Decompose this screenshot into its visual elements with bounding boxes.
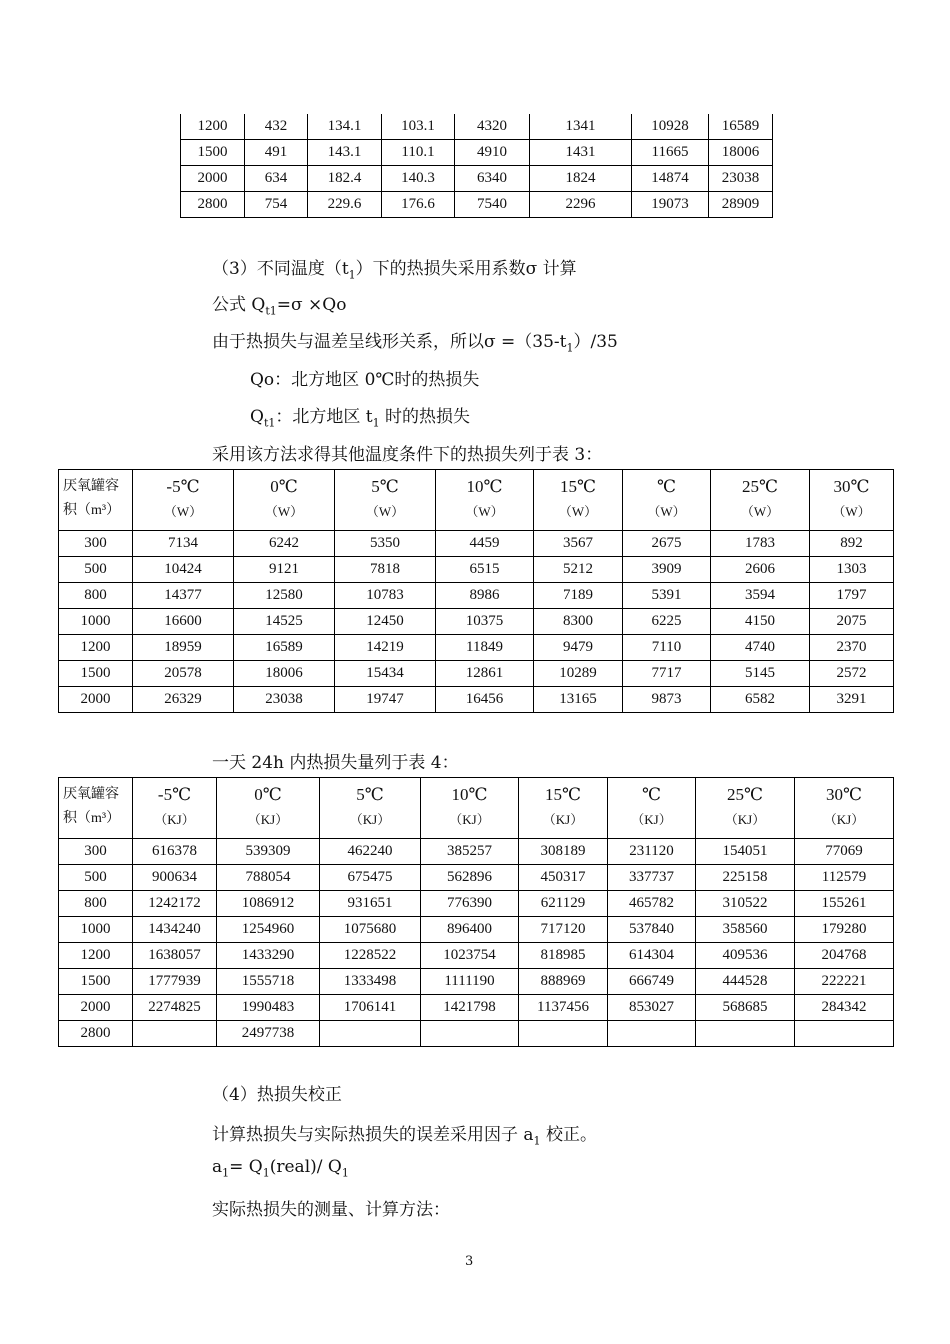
table-4-intro: 一天 24h 内热损失量列于表 4： [212,753,459,773]
cell: 5145 [711,661,810,687]
cell: 77069 [795,839,894,865]
cell: 204768 [795,943,894,969]
unit-label: （W） [465,504,504,519]
a1-formula: $a_1=$ $Q_1(real)/$ $Q_1$ [212,1157,349,1180]
cell: 229.6 [308,192,382,218]
cell: 179280 [795,917,894,943]
table-row [59,1021,894,1047]
temperature-header [320,778,421,839]
cell: 2800 [59,1021,133,1047]
cell: 2370 [810,635,894,661]
cell: 5212 [534,557,623,583]
header-line: 积（m³） [63,503,121,518]
unit-label: （KJ） [349,812,391,827]
qo-definition: Qo：北方地区 0℃时的热损失 [250,370,480,390]
cell: 4150 [711,609,810,635]
cell: 337737 [608,865,696,891]
temperature-label: 10℃ [451,785,488,804]
cell: 18006 [709,140,773,166]
cell: 26329 [133,687,234,713]
cell: 140.3 [382,166,455,192]
cell: 1111190 [421,969,519,995]
cell: 385257 [421,839,519,865]
cell: 1706141 [320,995,421,1021]
cell [320,1021,421,1047]
cell: 818985 [519,943,608,969]
cell: 14525 [234,609,335,635]
cell: 6340 [455,166,530,192]
unit-label: （KJ） [724,812,766,827]
cell: 896400 [421,917,519,943]
temperature-header [795,778,894,839]
cell: 19073 [632,192,709,218]
cell: 7110 [623,635,711,661]
cell: 2675 [623,531,711,557]
cell: 2497738 [217,1021,320,1047]
cell: 5391 [623,583,711,609]
cell: 1500 [181,140,245,166]
cell: 675475 [320,865,421,891]
table-row [181,114,773,140]
cell: 562896 [421,865,519,891]
table-row [59,891,894,917]
cell: 110.1 [382,140,455,166]
cell: 1200 [59,943,133,969]
cell: 500 [59,865,133,891]
cell: 6515 [436,557,534,583]
temperature-label: 10℃ [466,477,503,496]
table-row [59,661,894,687]
cell: 1303 [810,557,894,583]
cell: 1023754 [421,943,519,969]
cell: 8300 [534,609,623,635]
cell: 1200 [181,114,245,140]
table-row [59,995,894,1021]
cell: 231120 [608,839,696,865]
cell: 7818 [335,557,436,583]
temperature-header [608,778,696,839]
temperature-label: 30℃ [825,785,863,804]
cell: 2075 [810,609,894,635]
cell: 1228522 [320,943,421,969]
cell: 154051 [696,839,795,865]
table-row [59,635,894,661]
cell: 14219 [335,635,436,661]
cell: 1777939 [133,969,217,995]
cell: 13165 [534,687,623,713]
cell: 1341 [530,114,632,140]
qt1-definition: $Q_{t1}$：北方地区 $t_1$ 时的热损失 [250,407,471,430]
heat-loss-table-2 [180,114,773,218]
table-3-body [59,470,894,713]
cell: 2296 [530,192,632,218]
cell: 1500 [59,661,133,687]
cell: 2000 [181,166,245,192]
temperature-header [133,470,234,531]
cell: 3909 [623,557,711,583]
cell: 143.1 [308,140,382,166]
temperature-label: 25℃ [741,477,779,496]
cell: 6582 [711,687,810,713]
temperature-label: 25℃ [726,785,764,804]
cell: 717120 [519,917,608,943]
temperature-label: -5℃ [157,785,192,804]
cell: 2606 [711,557,810,583]
page-number: 3 [465,1254,474,1269]
temperature-label: -5℃ [166,477,200,496]
cell: 634 [245,166,308,192]
cell: 1137456 [519,995,608,1021]
calibration-line: 计算热损失与实际热损失的误差采用因子 $a_1$ 校正。 [212,1125,597,1148]
unit-label: （W） [163,504,203,519]
header-line: 厌氧罐容 [63,479,119,494]
cell: 4459 [436,531,534,557]
unit-label: （KJ） [823,812,865,827]
cell: 444528 [696,969,795,995]
cell: 16589 [709,114,773,140]
cell: 491 [245,140,308,166]
cell: 7540 [455,192,530,218]
cell: 7134 [133,531,234,557]
temperature-header [519,778,608,839]
unit-label: （W） [264,504,304,519]
cell: 2572 [810,661,894,687]
cell: 2800 [181,192,245,218]
cell: 1638057 [133,943,217,969]
cell: 2274825 [133,995,217,1021]
cell: 300 [59,839,133,865]
cell: 800 [59,583,133,609]
cell: 1242172 [133,891,217,917]
cell: 1434240 [133,917,217,943]
cell: 1075680 [320,917,421,943]
cell: 155261 [795,891,894,917]
cell: 284342 [795,995,894,1021]
cell: 10783 [335,583,436,609]
cell: 1555718 [217,969,320,995]
cell: 3567 [534,531,623,557]
cell: 14377 [133,583,234,609]
temperature-label: ℃ [656,477,677,496]
cell: 23038 [234,687,335,713]
cell: 462240 [320,839,421,865]
table-row [59,531,894,557]
cell: 358560 [696,917,795,943]
cell: 7717 [623,661,711,687]
unit-label: （KJ） [542,812,584,827]
cell: 888969 [519,969,608,995]
unit-label: （W） [740,504,780,519]
cell: 931651 [320,891,421,917]
cell: 3594 [711,583,810,609]
cell: 754 [245,192,308,218]
temperature-header [217,778,320,839]
temperature-label: 15℃ [559,477,597,496]
unit-label: （KJ） [631,812,672,827]
table-row [59,583,894,609]
unit-label: （KJ） [247,812,289,827]
section-3-title: （3）不同温度$(t_1)$下的热损失采用系数σ 计算 [212,259,577,282]
cell: 18959 [133,635,234,661]
temperature-header [711,470,810,531]
cell: 853027 [608,995,696,1021]
temperature-header [623,470,711,531]
temperature-label: 5℃ [371,477,399,496]
cell: 4910 [455,140,530,166]
cell: 9121 [234,557,335,583]
cell: 28909 [709,192,773,218]
table-4-body [59,778,894,1047]
cell: 614304 [608,943,696,969]
cell: 2000 [59,687,133,713]
cell: 1990483 [217,995,320,1021]
cell: 12861 [436,661,534,687]
cell: 616378 [133,839,217,865]
header-line: 厌氧罐容 [63,787,119,802]
cell: 537840 [608,917,696,943]
table-row [59,609,894,635]
table-2-body [181,114,773,218]
cell: 432 [245,114,308,140]
temperature-header [421,778,519,839]
table-row [181,140,773,166]
table-row [59,687,894,713]
cell: 1433290 [217,943,320,969]
cell: 10424 [133,557,234,583]
cell: 4320 [455,114,530,140]
temperature-label: 5℃ [356,785,384,804]
cell: 1000 [59,609,133,635]
cell: 6225 [623,609,711,635]
cell: 225158 [696,865,795,891]
cell: 776390 [421,891,519,917]
cell: 12580 [234,583,335,609]
cell: 7189 [534,583,623,609]
temperature-header [234,470,335,531]
cell: 11849 [436,635,534,661]
unit-label: （W） [558,504,598,519]
cell: 1333498 [320,969,421,995]
table-row [59,839,894,865]
temperature-label: 0℃ [254,785,282,804]
header-line: 积（m³） [63,811,121,826]
cell: 19747 [335,687,436,713]
cell: 10375 [436,609,534,635]
cell [421,1021,519,1047]
heat-loss-table-4 [58,777,894,1047]
cell: 176.6 [382,192,455,218]
temperature-header [534,470,623,531]
cell: 1500 [59,969,133,995]
cell: 1431 [530,140,632,166]
cell: 450317 [519,865,608,891]
cell: 9479 [534,635,623,661]
cell: 23038 [709,166,773,192]
temperature-header [810,470,894,531]
cell: 310522 [696,891,795,917]
cell: 6242 [234,531,335,557]
cell: 16600 [133,609,234,635]
unit-label: （KJ） [449,812,490,827]
cell: 1086912 [217,891,320,917]
table-row [59,969,894,995]
linear-relation-line: 由于热损失与温差呈线形关系，所以$\sigma =(35-t_1)/35$ [212,332,618,355]
cell: 134.1 [308,114,382,140]
table-row [59,943,894,969]
cell: 621129 [519,891,608,917]
cell: 3291 [810,687,894,713]
cell [696,1021,795,1047]
cell: 409536 [696,943,795,969]
unit-label: （KJ） [154,812,195,827]
cell: 666749 [608,969,696,995]
cell: 308189 [519,839,608,865]
cell [608,1021,696,1047]
cell: 18006 [234,661,335,687]
cell: 11665 [632,140,709,166]
section-4-title: （4）热损失校正 [212,1085,342,1105]
measure-method-line: 实际热损失的测量、计算方法： [212,1200,450,1220]
cell: 1824 [530,166,632,192]
temperature-label: 15℃ [544,785,582,804]
cell: 568685 [696,995,795,1021]
volume-header [59,470,133,531]
cell: 10928 [632,114,709,140]
temperature-label: 0℃ [270,477,298,496]
temperature-header [436,470,534,531]
cell: 1783 [711,531,810,557]
cell: 1797 [810,583,894,609]
cell: 1254960 [217,917,320,943]
cell: 20578 [133,661,234,687]
cell: 14874 [632,166,709,192]
table-row [181,192,773,218]
heat-loss-table-3 [58,469,894,713]
cell: 1421798 [421,995,519,1021]
cell: 12450 [335,609,436,635]
cell: 182.4 [308,166,382,192]
cell: 15434 [335,661,436,687]
cell: 8986 [436,583,534,609]
cell: 103.1 [382,114,455,140]
temperature-header [335,470,436,531]
table-3-intro: 采用该方法求得其他温度条件下的热损失列于表 3： [212,445,603,465]
volume-header [59,778,133,839]
temperature-label: 30℃ [833,477,870,496]
table-row [59,557,894,583]
table-row [59,865,894,891]
cell: 300 [59,531,133,557]
cell: 2000 [59,995,133,1021]
cell: 10289 [534,661,623,687]
unit-label: （W） [832,504,871,519]
cell: 9873 [623,687,711,713]
table-header-row [59,778,894,839]
cell [133,1021,217,1047]
table-row [181,166,773,192]
table-row [59,917,894,943]
cell: 222221 [795,969,894,995]
temperature-header [696,778,795,839]
temperature-header [133,778,217,839]
cell: 539309 [217,839,320,865]
unit-label: （W） [365,504,405,519]
cell [519,1021,608,1047]
cell: 4740 [711,635,810,661]
cell: 900634 [133,865,217,891]
table-header-row [59,470,894,531]
cell: 112579 [795,865,894,891]
cell: 5350 [335,531,436,557]
cell: 1200 [59,635,133,661]
cell: 500 [59,557,133,583]
formula-line: 公式 $Q_{t1}=\sigma \times Qo$ [212,295,347,318]
cell: 1000 [59,917,133,943]
unit-label: （W） [647,504,686,519]
cell: 892 [810,531,894,557]
temperature-label: ℃ [641,785,662,804]
cell: 788054 [217,865,320,891]
cell: 16456 [436,687,534,713]
cell: 465782 [608,891,696,917]
cell: 800 [59,891,133,917]
cell: 16589 [234,635,335,661]
cell [795,1021,894,1047]
